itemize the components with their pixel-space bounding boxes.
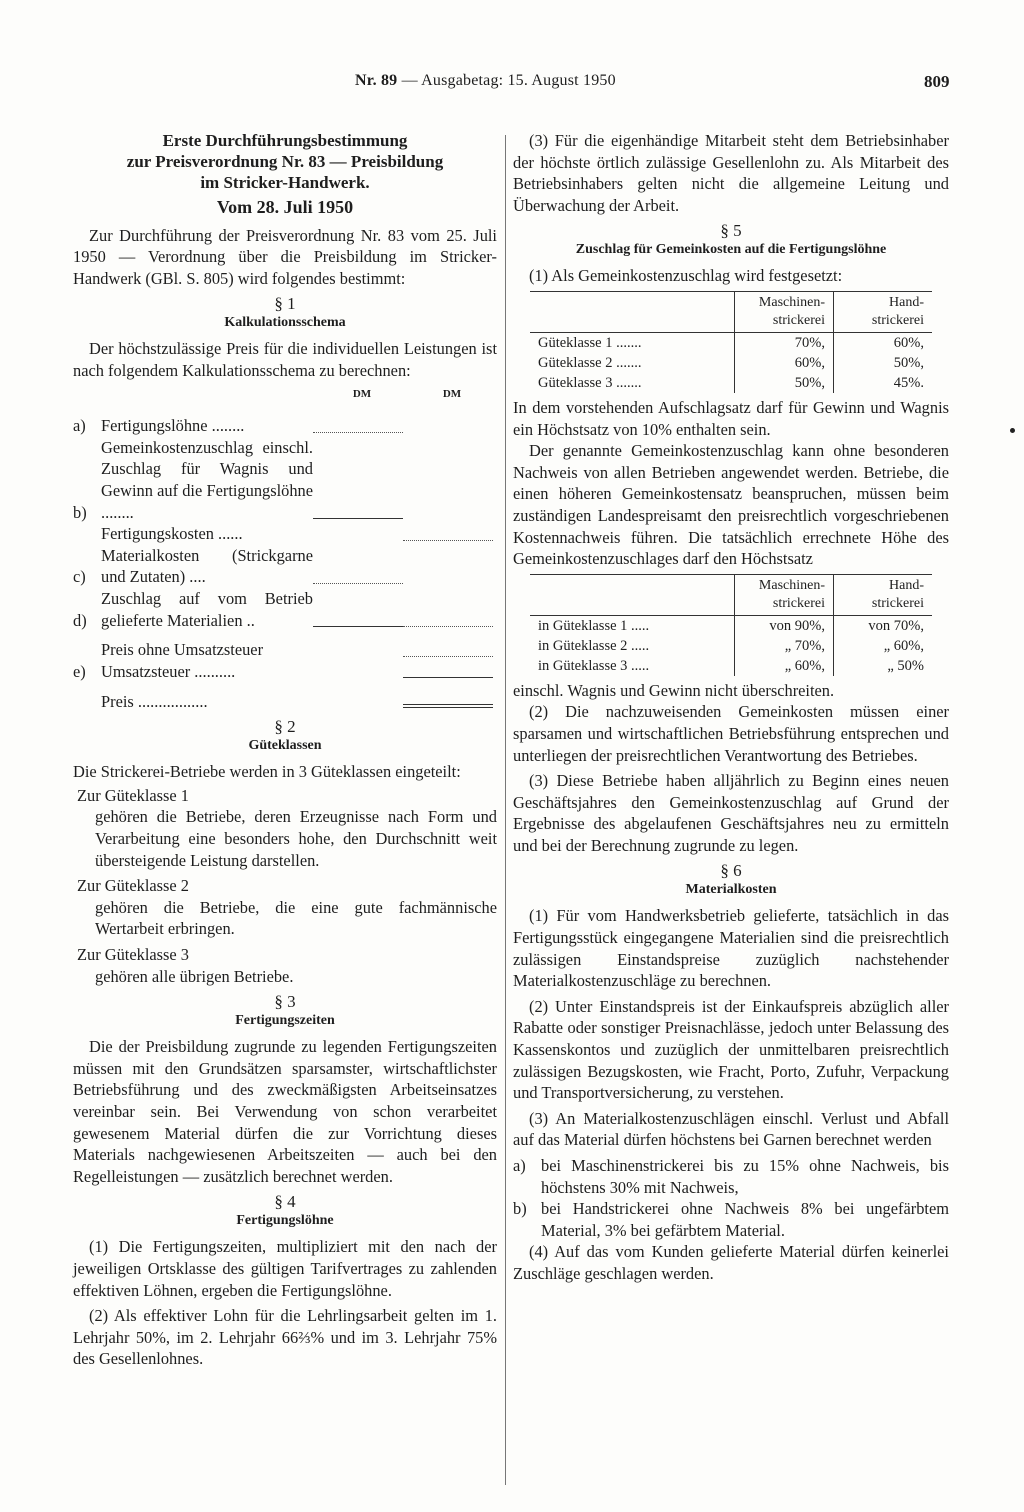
list-item-text: bei Maschinenstrickerei bis zu 15% ohne Nachweis, bis höchstens 30% mit Nachweis, xyxy=(541,1156,949,1197)
table-row xyxy=(530,373,932,393)
calc-row-text: Fertigungslöhne ........ xyxy=(101,416,245,436)
calc-row-label: c) xyxy=(73,567,86,587)
table-cell-label: in Güteklasse 2 ..... xyxy=(538,637,650,654)
calc-col-2-header: DM xyxy=(442,387,462,400)
calc-row-text: Materialkosten (Strickgarne und Zutaten) .... xyxy=(101,545,313,587)
table-row xyxy=(530,615,932,636)
section-5-middle-paragraph: Der genannte Gemeinkostenzuschlag kann ohne besonderen Nachweis von allen Betrieben angewendet werden. Betriebe, die einen höheren Gemeinkostensatz beanspruchen, müssen beim zuständigen Landespreisamt den preisrechtlich vorgeschriebenen Kostennachweis führen. Die tatsächlich errechnete Höhe des Gemeinkostenzuschlages darf den Höchstsatz xyxy=(513,441,949,569)
table-cell-machine: „ 60%, xyxy=(735,656,834,676)
calc-fill-dm1 xyxy=(313,694,403,708)
table-cell-hand: von 70%, xyxy=(834,615,933,636)
calc-row xyxy=(73,545,497,588)
calc-fill-dm2 xyxy=(403,642,493,657)
table-cell-hand: 45%. xyxy=(834,373,933,393)
doc-title-line-3: im Stricker-Handwerk. xyxy=(200,173,370,192)
section-6-title: Materialkosten xyxy=(685,882,777,898)
section-2-text: Die Strickerei-Betriebe werden in 3 Güteklassen eingeteilt: xyxy=(73,762,461,782)
section-1-number: § 1 xyxy=(274,294,296,314)
section-3-title: Fertigungszeiten xyxy=(235,1013,335,1029)
calc-scheme xyxy=(73,415,497,712)
class-3-head: Zur Güteklasse 3 xyxy=(77,945,189,965)
issue-date: — Ausgabetag: 15. August 1950 xyxy=(401,72,616,89)
list-item xyxy=(513,1198,949,1241)
issue-number: Nr. 89 xyxy=(355,72,398,89)
list-item-label: b) xyxy=(513,1199,527,1219)
page-header xyxy=(355,72,616,90)
left-column xyxy=(73,130,497,1374)
print-speck xyxy=(1010,428,1015,433)
table-cell-hand: 60%, xyxy=(834,332,933,353)
calc-fill-dm2 xyxy=(403,505,493,519)
table-cell-machine: „ 70%, xyxy=(735,636,834,656)
table-cell-hand: „ 50% xyxy=(834,656,933,676)
section-5-title: Zuschlag für Gemeinkosten auf die Fertigungslöhne xyxy=(575,242,887,258)
intro-paragraph: Zur Durchführung der Preisverordnung Nr. 83 vom 25. Juli 1950 — Verordnung über die Preisbildung im Stricker-Handwerk (GBl. S. 805) wird folgendes bestimmt: xyxy=(73,225,497,288)
section-5-paragraph-3: (3) Diese Betriebe haben alljährlich zu Beginn eines neuen Geschäftsjahres den Gemeinkostenzuschlag auf Grund der Ergebnisse des abgelaufenen Geschäftsjahres neu zu ermitteln und bei der Berechnung zugrunde zu legen. xyxy=(513,771,949,855)
table-row xyxy=(530,353,932,373)
table-2-header-machine: Maschinen-strickerei xyxy=(735,574,834,615)
table-row xyxy=(530,636,932,656)
section-1-text: Der höchstzulässige Preis für die individuellen Leistungen ist nach folgendem Kalkulationsschema zu berechnen: xyxy=(73,339,497,380)
doc-title-line-1: Erste Durchführungsbestimmung xyxy=(162,131,408,150)
calc-fill-dm2 xyxy=(403,690,493,708)
page-number: 809 xyxy=(924,72,950,91)
calc-row xyxy=(73,437,497,523)
calc-row-label: b) xyxy=(73,502,87,522)
section-6-number: § 6 xyxy=(720,861,742,881)
calc-row-text: Zuschlag auf vom Betrieb gelieferte Materialien .. xyxy=(101,588,313,630)
calc-row xyxy=(73,588,497,631)
section-4-paragraph-3: (3) Für die eigenhändige Mitarbeit steht dem Betriebsinhaber der höchste örtlich zulässige Gesellenlohn zu. Als Mitarbeit des Betriebsinhabers gelten nicht die allgemeine Leitung und Überwachung der Arbeit. xyxy=(513,131,949,215)
calc-fill-dm1 xyxy=(313,569,403,584)
calc-row-text: Gemeinkostenzuschlag einschl. Zuschlag für Wagnis und Gewinn auf die Fertigungslöhne ........ xyxy=(101,437,313,522)
calc-row-text: Fertigungskosten ...... xyxy=(101,524,243,544)
calc-fill-dm2 xyxy=(403,526,493,541)
table-cell-hand: „ 60%, xyxy=(834,636,933,656)
calc-row-label: a) xyxy=(73,416,86,436)
section-2-title: Güteklassen xyxy=(248,738,322,754)
surcharge-table-2 xyxy=(530,574,932,676)
doc-date: Vom 28. Juli 1950 xyxy=(216,197,354,217)
calc-row-label: d) xyxy=(73,610,87,630)
table-cell-label: in Güteklasse 3 ..... xyxy=(538,657,650,674)
doc-title-line-2: zur Preisverordnung Nr. 83 — Preisbildung xyxy=(126,152,444,171)
class-2-body: gehören die Betriebe, die eine gute fachmännische Wertarbeit erbringen. xyxy=(95,897,497,939)
calc-row xyxy=(73,661,497,683)
table-cell-label: Güteklasse 1 ....... xyxy=(538,334,642,351)
calc-row xyxy=(73,523,497,545)
class-1-head: Zur Güteklasse 1 xyxy=(77,785,189,805)
calc-fill-dm1 xyxy=(313,643,403,657)
section-4-title: Fertigungslöhne xyxy=(236,1213,334,1229)
right-column xyxy=(513,130,949,1289)
table-cell-machine: 70%, xyxy=(735,332,834,353)
calc-fill-dm2 xyxy=(403,663,493,678)
calc-fill-dm1 xyxy=(313,527,403,541)
section-4-paragraph-2: (2) Als effektiver Lohn für die Lehrlingsarbeit gelten im 1. Lehrjahr 50%, im 2. Lehrjahr 66⅔% und im 3. Lehrjahr 75% des Gesellenlohnes. xyxy=(73,1306,497,1369)
list-item-text: bei Handstrickerei ohne Nachweis 8% bei ungefärbtem Material, 3% bei gefärbtem Material. xyxy=(541,1199,949,1240)
calc-row-text: Preis ohne Umsatzsteuer xyxy=(101,640,264,660)
table-1-header-hand: Hand-strickerei xyxy=(834,291,933,332)
calc-column-headers xyxy=(73,384,497,406)
section-6-paragraph-3: (3) An Materialkostenzuschlägen einschl. Verlust und Abfall auf das Material dürfen höchstens bei Garnen berechnet werden xyxy=(513,1108,949,1150)
class-3-body: gehören alle übrigen Betriebe. xyxy=(95,966,294,986)
section-5-number: § 5 xyxy=(720,221,742,241)
section-5-paragraph-2: (2) Die nachzuweisenden Gemeinkosten müssen einer sparsamen und wirtschaftlichen Betriebsführung entsprechen und unterliegen der preisrechtlichen Verantwortung des Betriebes. xyxy=(513,702,949,765)
section-6-paragraph-1: (1) Für vom Handwerksbetrieb gelieferte, tatsächlich in das Fertigungsstück eingegangene Materialien sind die preisrechtlich zulässigen Einstandspreise zuzüglich nachstehender Materialkostenzuschläge zu berechnen. xyxy=(513,906,949,991)
calc-row xyxy=(73,639,497,661)
table-cell-machine: 50%, xyxy=(735,373,834,393)
section-4-paragraph-1: (1) Die Fertigungszeiten, multipliziert mit den nach der jeweiligen Ortsklasse des gültigen Tarifvertrages zu zahlenden effektiven Löhnen, ergeben die Fertigungslöhne. xyxy=(73,1237,497,1300)
calc-row xyxy=(73,415,497,437)
calc-row-text: Preis ................. xyxy=(101,691,208,711)
table-cell-hand: 50%, xyxy=(834,353,933,373)
section-3-number: § 3 xyxy=(274,992,296,1012)
calc-row-text: Umsatzsteuer .......... xyxy=(101,661,236,681)
table-2-header-hand: Hand-strickerei xyxy=(834,574,933,615)
table-cell-label: in Güteklasse 1 ..... xyxy=(538,617,650,634)
calc-fill-dm1 xyxy=(313,664,403,678)
section-1-title: Kalkulationsschema xyxy=(224,315,346,331)
table-row xyxy=(530,332,932,353)
class-1-body: gehören die Betriebe, deren Erzeugnisse nach Form und Verarbeitung eine besonders hohe, den Durchschnitt weit übersteigende Leistung darstellen. xyxy=(95,807,497,870)
column-divider xyxy=(505,135,506,1485)
calc-fill-dm2 xyxy=(403,612,493,627)
class-2-head: Zur Güteklasse 2 xyxy=(77,876,189,896)
calc-col-1-header: DM xyxy=(352,387,372,400)
table-cell-label: Güteklasse 2 ....... xyxy=(538,354,642,371)
section-5-paragraph-1: (1) Als Gemeinkostenzuschlag wird festgesetzt: xyxy=(529,266,843,286)
list-item xyxy=(513,1155,949,1198)
calc-fill-dm1 xyxy=(313,612,403,627)
table-1-header-machine: Maschinen-strickerei xyxy=(735,291,834,332)
section-3-text: Die der Preisbildung zugrunde zu legenden Fertigungszeiten müssen mit den Grundsätzen sparsamster, wirtschaftlichster Betriebsführung und des zweckmäßigsten Arbeitseinsatzes vereinbar sein. Bei Verwendung von schon verarbeitet gewesenem Material dürfen die zur Vorrichtung dieses Materials nachgewiesenen Arbeitszeiten — auch bei den Regelleistungen — zusätzlich berechnet werden. xyxy=(73,1037,497,1186)
calc-fill-dm1 xyxy=(313,418,403,433)
surcharge-table-1 xyxy=(530,291,932,393)
list-item-label: a) xyxy=(513,1156,526,1175)
section-6-paragraph-2: (2) Unter Einstandspreis ist der Einkaufspreis abzüglich aller Rabatte oder sonstiger Preisnachlässe, jedoch unter Belassung des Kassenskontos und zuzüglich der unmittelbaren preisrechtlich zulässigen Bezugskosten, wie Fracht, Porto, Zufuhr, Verpackung und Transportversicherung, zu verstehen. xyxy=(513,996,949,1103)
calc-row xyxy=(73,690,497,712)
calc-fill-dm2 xyxy=(403,570,493,584)
table-cell-machine: von 90%, xyxy=(735,615,834,636)
section-6-paragraph-4: (4) Auf das vom Kunden gelieferte Material dürfen keinerlei Zuschläge geschlagen werden. xyxy=(513,1242,949,1283)
calc-row-label: e) xyxy=(73,661,86,681)
table-cell-machine: 60%, xyxy=(735,353,834,373)
table-cell-label: Güteklasse 3 ....... xyxy=(538,374,642,391)
calc-fill-dm2 xyxy=(403,419,493,433)
section-5-after-table-1: In dem vorstehenden Aufschlagsatz darf für Gewinn und Wagnis ein Höchstsatz von 10% enthalten sein. xyxy=(513,397,949,439)
section-4-number: § 4 xyxy=(274,1192,296,1212)
calc-fill-dm1 xyxy=(313,504,403,519)
section-2-number: § 2 xyxy=(274,717,296,737)
section-5-after-table-2: einschl. Wagnis und Gewinn nicht überschreiten. xyxy=(513,680,835,700)
table-row xyxy=(530,656,932,676)
